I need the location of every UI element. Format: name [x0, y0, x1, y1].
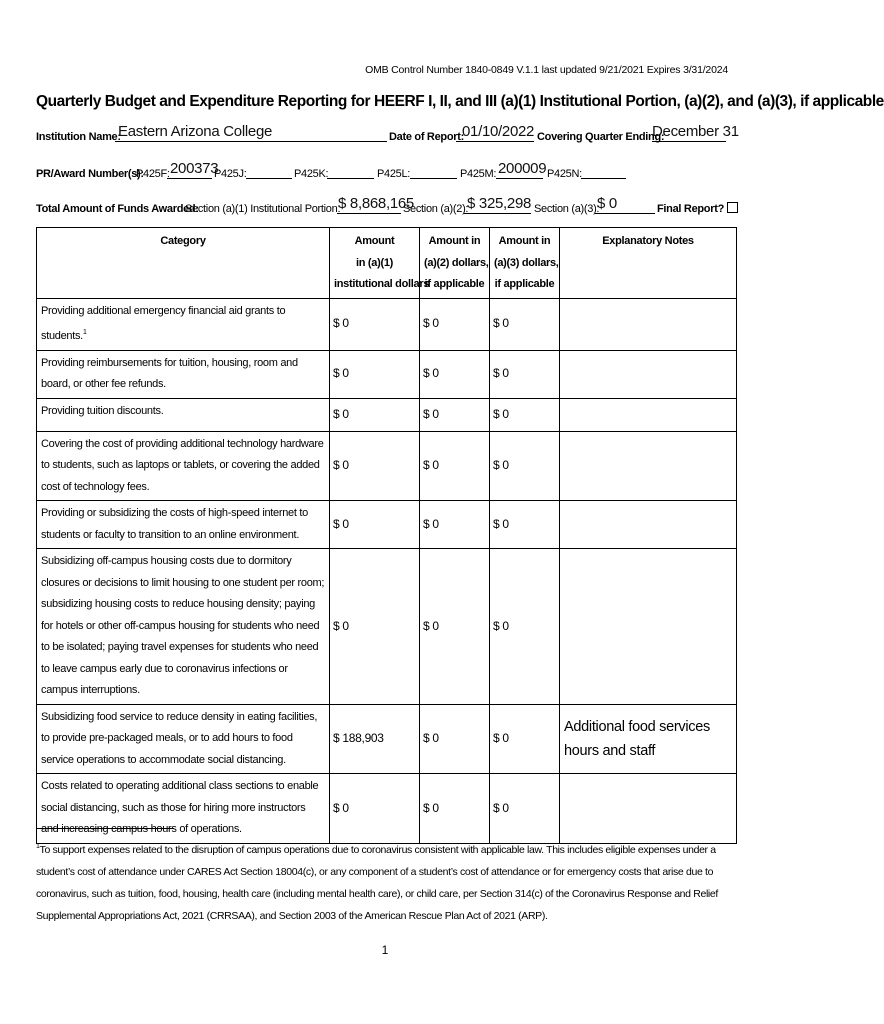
a3-amount-cell[interactable]: $ 0: [490, 431, 560, 501]
section-a2-label: Section (a)(2):: [403, 203, 469, 215]
p425m-label: P425M:: [460, 168, 497, 180]
category-cell: Subsidizing food service to reduce density in eating facilities, to provide pre-packaged meals, or to add hours to food service operations to accommodate social distancing.: [37, 704, 330, 774]
a2-amount-cell[interactable]: $ 0: [420, 704, 490, 774]
section-a1-label: Section (a)(1) Institutional Portion:: [185, 203, 341, 215]
p425m-value[interactable]: 200009: [498, 160, 547, 177]
header-a1: Amount in (a)(1) institutional dollars: [330, 228, 420, 299]
footnote-mark: 1: [36, 843, 40, 850]
a3-amount-cell[interactable]: $ 0: [490, 398, 560, 431]
table-row: [37, 774, 737, 844]
a2-amount-cell[interactable]: $ 0: [420, 549, 490, 705]
p425l-line[interactable]: [410, 178, 457, 179]
table-row: [37, 398, 737, 431]
footnote-ref[interactable]: 1: [82, 329, 87, 336]
notes-cell[interactable]: [560, 298, 737, 350]
a1-amount-cell[interactable]: $ 0: [330, 350, 420, 398]
notes-cell[interactable]: [560, 350, 737, 398]
footnote-text: To support expenses related to the disruption of campus operations due to coronavirus consistent with applicable law. This includes eligible expenses under a student’s cost of attendance under CARES Act Section 18004(c), or any component of a student’s cost of attendance or for emergency costs that arise due to coronavirus, such as tuition, food, housing, health care (including mental health care), or child care, per Section 314(c) of the Coronavirus Response and Relief Supplemental Appropriations Act, 2021 (CRRSAA), and Section 2003 of the American Rescue Plan Act of 2021 (ARP).: [36, 844, 718, 922]
final-report-checkbox[interactable]: [727, 202, 738, 213]
header-a2: Amount in (a)(2) dollars, if applicable: [420, 228, 490, 299]
category-cell: Costs related to operating additional class sections to enable social distancing, such as those for hiring more instructors and increasing campus hours of operations.: [37, 774, 330, 844]
table-header-row: [37, 228, 737, 299]
institution-line: [115, 141, 387, 142]
a1-amount-cell[interactable]: $ 0: [330, 298, 420, 350]
table-row: [37, 549, 737, 705]
date-line: [456, 141, 534, 142]
a1-amount-cell[interactable]: $ 0: [330, 398, 420, 431]
a1-amount-cell[interactable]: $ 0: [330, 501, 420, 549]
quarter-line: [652, 141, 726, 142]
header-category: Category: [37, 228, 330, 299]
a3-amount-cell[interactable]: $ 0: [490, 298, 560, 350]
p425l-label: P425L:: [377, 168, 411, 180]
a2-amount-cell[interactable]: $ 0: [420, 774, 490, 844]
a3-amount-cell[interactable]: $ 0: [490, 704, 560, 774]
date-value[interactable]: 01/10/2022: [462, 123, 535, 140]
p425m-line: [496, 178, 543, 179]
category-cell: Providing additional emergency financial aid grants to students.$^1$: [37, 298, 330, 350]
a2-amount-cell[interactable]: $ 0: [420, 350, 490, 398]
final-report-group: [657, 202, 738, 215]
a2-amount-cell[interactable]: $ 0: [420, 398, 490, 431]
award-label: PR/Award Number(s):: [36, 168, 144, 180]
section-a3-value[interactable]: $ 0: [597, 195, 617, 212]
header-a3: Amount in (a)(3) dollars, if applicable: [490, 228, 560, 299]
quarter-label: Covering Quarter Ending:: [537, 131, 665, 143]
form-title: Quarterly Budget and Expenditure Reporting for HEERF I, II, and III (a)(1) Institutional Portion, (a)(2), and (a)(3), if applicable: [36, 93, 884, 110]
a3-amount-cell[interactable]: $ 0: [490, 350, 560, 398]
table-row: [37, 431, 737, 501]
section-a2-value[interactable]: $ 325,298: [467, 195, 532, 212]
notes-cell[interactable]: Additional food services hours and staff: [560, 704, 737, 774]
table-row: [37, 704, 737, 774]
category-cell: Covering the cost of providing additional technology hardware to students, such as laptops or tablets, or covering the added cost of technology fees.: [37, 431, 330, 501]
table-row: [37, 501, 737, 549]
category-cell: Providing reimbursements for tuition, housing, room and board, or other fee refunds.: [37, 350, 330, 398]
a2-amount-cell[interactable]: $ 0: [420, 298, 490, 350]
section-a1-value[interactable]: $ 8,868,165: [338, 195, 414, 212]
p425n-line[interactable]: [581, 178, 626, 179]
a2-amount-cell[interactable]: $ 0: [420, 431, 490, 501]
notes-cell[interactable]: [560, 431, 737, 501]
a1-amount-cell[interactable]: $ 0: [330, 774, 420, 844]
p425f-line: [167, 178, 212, 179]
a1-amount-cell[interactable]: $ 0: [330, 431, 420, 501]
section-a1-line: [337, 213, 401, 214]
notes-cell[interactable]: [560, 501, 737, 549]
footnote: [36, 836, 740, 927]
category-cell: Providing tuition discounts.: [37, 398, 330, 431]
notes-cell[interactable]: [560, 774, 737, 844]
omb-control-line: OMB Control Number 1840-0849 V.1.1 last updated 9/21/2021 Expires 3/31/2024: [365, 64, 728, 76]
p425f-value[interactable]: 200373: [170, 160, 219, 177]
p425f-label: P425F:: [136, 168, 170, 180]
category-cell: Subsidizing off-campus housing costs due to dormitory closures or decisions to limit housing to one student per room; subsidizing housing costs to reduce housing density; paying for hotels or other off-campus housing for students who need to be isolated; paying travel expenses for students who need to leave campus early due to coronavirus infections or campus interruptions.: [37, 549, 330, 705]
section-a3-line: [595, 213, 655, 214]
funds-row: [36, 192, 736, 218]
a3-amount-cell[interactable]: $ 0: [490, 549, 560, 705]
footnote-divider: [36, 828, 174, 829]
section-a3-label: Section (a)(3):: [534, 203, 600, 215]
a3-amount-cell[interactable]: $ 0: [490, 774, 560, 844]
category-cell: Providing or subsidizing the costs of high-speed internet to students or faculty to transition to an online environment.: [37, 501, 330, 549]
p425j-label: P425J:: [214, 168, 247, 180]
notes-cell[interactable]: [560, 398, 737, 431]
table-row: [37, 298, 737, 350]
p425n-label: P425N:: [547, 168, 582, 180]
p425k-label: P425K:: [294, 168, 329, 180]
a1-amount-cell[interactable]: $ 188,903: [330, 704, 420, 774]
award-row: [36, 157, 736, 183]
final-report-label: Final Report?: [657, 203, 724, 215]
institution-label: Institution Name:: [36, 131, 121, 143]
table-row: [37, 350, 737, 398]
page-number: 1: [381, 943, 389, 957]
institution-value[interactable]: Eastern Arizona College: [118, 123, 273, 140]
section-a2-line: [464, 213, 531, 214]
institution-row: [36, 120, 739, 146]
expenditure-table: [36, 227, 737, 844]
a2-amount-cell[interactable]: $ 0: [420, 501, 490, 549]
notes-cell[interactable]: [560, 549, 737, 705]
header-notes: Explanatory Notes: [560, 228, 737, 299]
date-label: Date of Report:: [389, 131, 464, 143]
a1-amount-cell[interactable]: $ 0: [330, 549, 420, 705]
a3-amount-cell[interactable]: $ 0: [490, 501, 560, 549]
quarter-value[interactable]: December 31: [652, 123, 739, 140]
p425k-line[interactable]: [327, 178, 374, 179]
total-label: Total Amount of Funds Awarded:: [36, 203, 199, 215]
p425j-line[interactable]: [246, 178, 292, 179]
